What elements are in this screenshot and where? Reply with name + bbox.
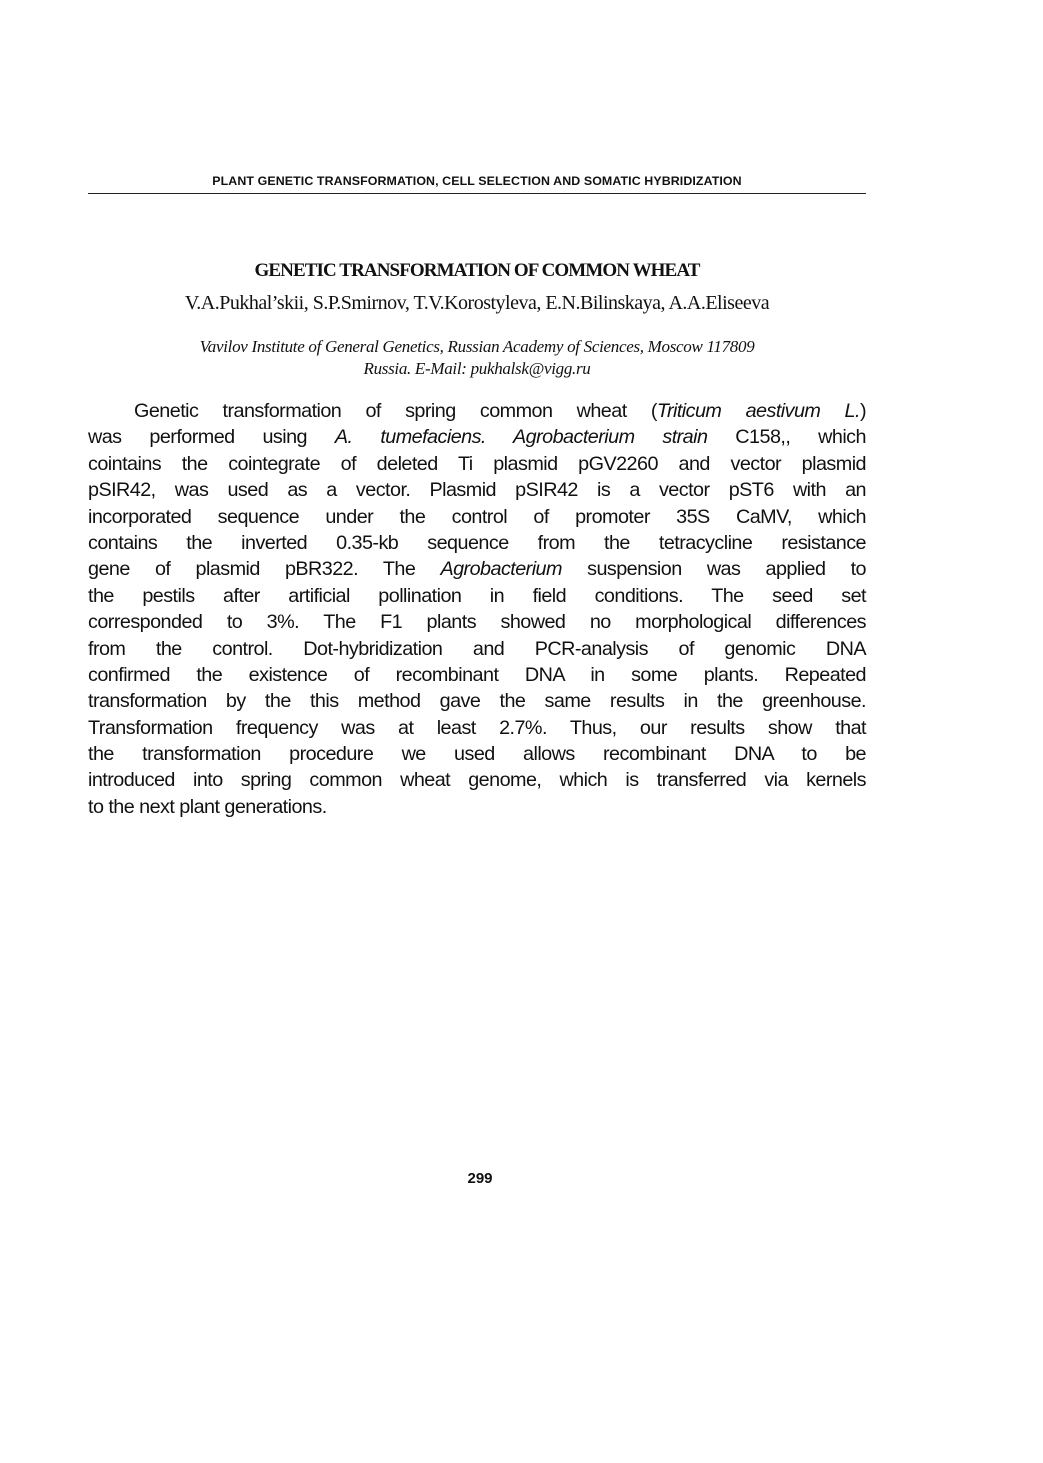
text-run: contains the inverted 0.35-kb sequence from the tetracycline resistance	[88, 531, 866, 554]
text-run: pSIR42, was used as a vector. Plasmid pSIR42 is a vector pST6 with an	[88, 479, 866, 502]
text-run: C158,, which	[707, 426, 866, 449]
page-number: 299	[467, 1170, 493, 1187]
abstract-line	[88, 767, 866, 793]
abstract-line	[88, 556, 866, 582]
abstract-line	[88, 477, 866, 503]
abstract-line	[88, 530, 866, 556]
text-run: incorporated sequence under the control of promoter 35S CaMV, which	[88, 505, 866, 528]
abstract-line	[88, 715, 866, 741]
text-run: corresponded to 3%. The F1 plants showed no morphological differences	[88, 611, 866, 634]
abstract-line	[88, 741, 866, 767]
text-run: introduced into spring common wheat genome, which is transferred via kernels	[88, 769, 866, 792]
italic-term: A. tumefaciens. Agrobacterium strain	[334, 426, 708, 449]
abstract-paragraph	[88, 398, 866, 820]
text-run: cointains the cointegrate of deleted Ti plasmid pGV2260 and vector plasmid	[88, 452, 866, 475]
affiliation-contact-line: Russia. E-Mail: pukhalsk@vigg.ru	[363, 359, 591, 378]
text-run: Genetic transformation of spring common wheat (	[134, 400, 657, 422]
header-divider	[88, 193, 866, 194]
text-run: suspension was applied to	[561, 558, 866, 581]
text-run: Transformation frequency was at least 2.7%. Thus, our results show that	[88, 716, 866, 739]
affiliation	[88, 336, 866, 380]
abstract-line	[88, 662, 866, 688]
running-header: PLANT GENETIC TRANSFORMATION, CELL SELECTION AND SOMATIC HYBRIDIZATION	[212, 174, 742, 188]
italic-term: Triticum aestivum L.	[656, 400, 860, 422]
abstract-line	[88, 636, 866, 662]
text-run: was performed using	[88, 426, 335, 449]
text-run: confirmed the existence of recombinant DNA in some plants. Repeated	[88, 663, 866, 686]
text-run: the pestils after artificial pollination in field conditions. The seed set	[88, 584, 866, 607]
italic-term: Agrobacterium	[440, 558, 562, 581]
text-run: the transformation procedure we used allows recombinant DNA to be	[88, 743, 866, 766]
author-list: V.A.Pukhal’skii, S.P.Smirnov, T.V.Korostyleva, E.N.Bilinskaya, A.A.Eliseeva	[184, 292, 770, 314]
text-run: from the control. Dot-hybridization and PCR-analysis of genomic DNA	[88, 637, 866, 660]
abstract-line	[88, 688, 866, 714]
abstract-line	[88, 583, 866, 609]
abstract-line	[88, 424, 866, 450]
text-run: gene of plasmid pBR322. The	[88, 558, 441, 581]
abstract-line	[88, 504, 866, 530]
affiliation-line: Vavilov Institute of General Genetics, Russian Academy of Sciences, Moscow 117809	[199, 337, 755, 356]
text-run: to the next plant generations.	[88, 795, 327, 818]
abstract-line	[88, 398, 866, 424]
text-run: transformation by the this method gave the same results in the greenhouse.	[88, 690, 866, 713]
abstract-line	[88, 609, 866, 635]
article-title: GENETIC TRANSFORMATION OF COMMON WHEAT	[254, 260, 700, 281]
text-run: )	[859, 400, 866, 422]
abstract-line	[88, 451, 866, 477]
abstract-line	[88, 794, 866, 820]
